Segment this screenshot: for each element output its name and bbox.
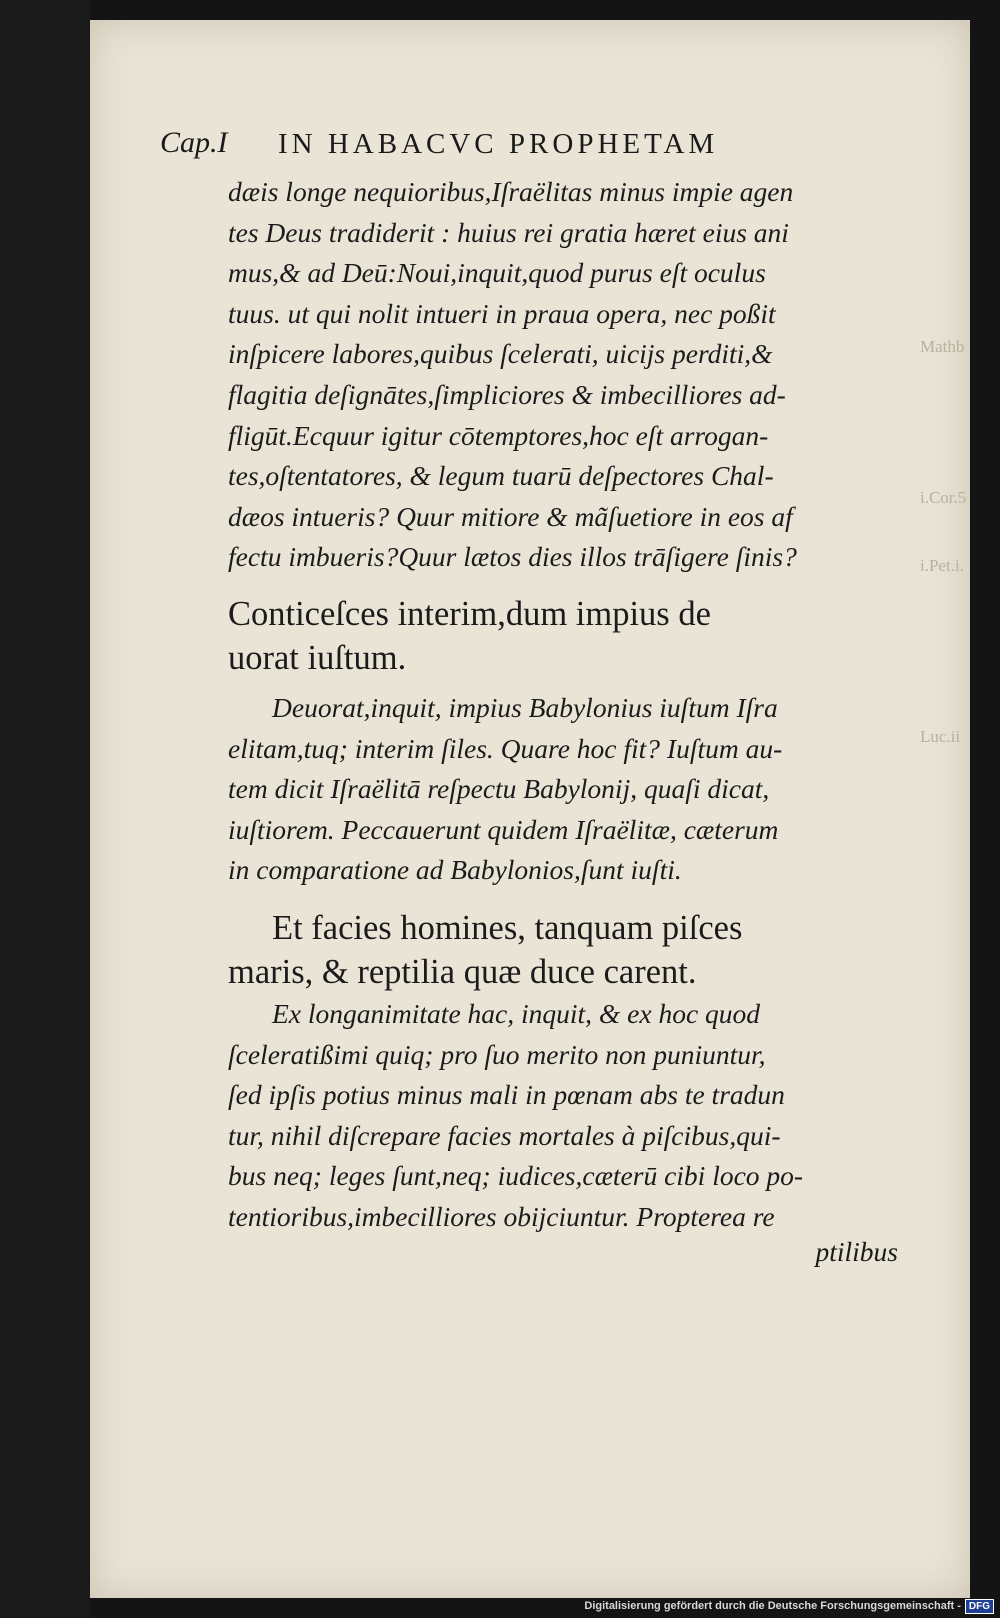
text-line: tentioribus,imbecilliores obijciuntur. Propterea re xyxy=(228,1200,775,1232)
bleed-note-2: i.Cor.5 xyxy=(920,488,967,507)
funding-credit: Digitalisierung gefördert durch die Deutsche Forschungsgemeinschaft - xyxy=(584,1600,961,1612)
lemma-line: Conticeſces interim,dum impius de xyxy=(228,595,711,633)
text-line: tem dicit Iſraëlitā reſpectu Babylonij, quaſi dicat, xyxy=(228,773,770,805)
paragraph-3 xyxy=(228,994,916,1238)
text-line: Deuorat,inquit, impius Babylonius iuſtum Iſra xyxy=(272,692,778,723)
running-header xyxy=(160,118,920,162)
text-line: in comparatione ad Babylonios,ſunt iuſti. xyxy=(228,854,682,886)
text-line: dæis longe nequioribus,Iſraëlitas minus impie agen xyxy=(228,176,794,207)
text-line: elitam,tuq; interim ſiles. Quare hoc fit? Iuſtum au- xyxy=(228,732,783,764)
text-line: tuus. ut qui nolit intueri in praua opera, nec poßit xyxy=(228,297,776,329)
catchword: ptilibus xyxy=(815,1236,898,1267)
paragraph-2 xyxy=(228,688,916,891)
text-line: iuſtiorem. Peccauerunt quidem Iſraëlitæ, cæterum xyxy=(228,813,779,845)
bleed-note-1: Mathb xyxy=(920,337,965,356)
bleed-note-4: Luc.ii xyxy=(920,727,961,746)
lemma-line: maris, & reptilia quæ duce carent. xyxy=(228,953,697,991)
dfg-logo: DFG xyxy=(965,1599,994,1614)
text-line: bus neq; leges ſunt,neq; iudices,cæterū cibi loco po- xyxy=(228,1160,804,1192)
text-line: tes,oſtentatores, & legum tuarū deſpectores Chal- xyxy=(228,460,774,492)
text-line: ſceleratißimi quiq; pro ſuo merito non puniuntur, xyxy=(228,1038,766,1070)
chapter-label: Cap.I xyxy=(160,126,228,159)
bleed-note-3: i.Pet.i. xyxy=(920,556,964,575)
text-line: fectu imbueris?Quur lætos dies illos trāſigere ſinis? xyxy=(228,541,797,573)
scan-background xyxy=(0,0,90,1618)
lemma-line: Et facies homines, tanquam piſces xyxy=(272,909,743,947)
text-line: ſed ipſis potius minus mali in pœnam abs te tradun xyxy=(228,1079,785,1111)
digitization-footer xyxy=(584,1597,994,1615)
lemma-line: uorat iuſtum. xyxy=(228,639,407,677)
text-line: dæos intueris? Quur mitiore & mãſuetiore in eos af xyxy=(228,500,793,532)
scripture-lemma-1 xyxy=(228,592,916,680)
text-line: tur, nihil diſcrepare facies mortales à piſcibus,qui- xyxy=(228,1119,781,1151)
text-line: inſpicere labores,quibus ſcelerati, uicijs perditi,& xyxy=(228,338,773,370)
scripture-lemma-2 xyxy=(228,906,916,994)
text-line: tes Deus tradiderit : huius rei gratia hæret eius ani xyxy=(228,216,789,248)
text-line: Ex longanimitate hac, inquit, & ex hoc quod xyxy=(272,998,761,1029)
text-line: flagitia deſignātes,ſimpliciores & imbecilliores ad- xyxy=(228,378,786,410)
paragraph-1 xyxy=(228,172,916,578)
text-line: fligūt.Ecquur igitur cōtemptores,hoc eſt arrogan- xyxy=(228,419,769,451)
running-title: IN HABACVC PROPHETAM xyxy=(278,128,719,160)
text-line: mus,& ad Deū:Noui,inquit,quod purus eſt oculus xyxy=(228,257,766,289)
